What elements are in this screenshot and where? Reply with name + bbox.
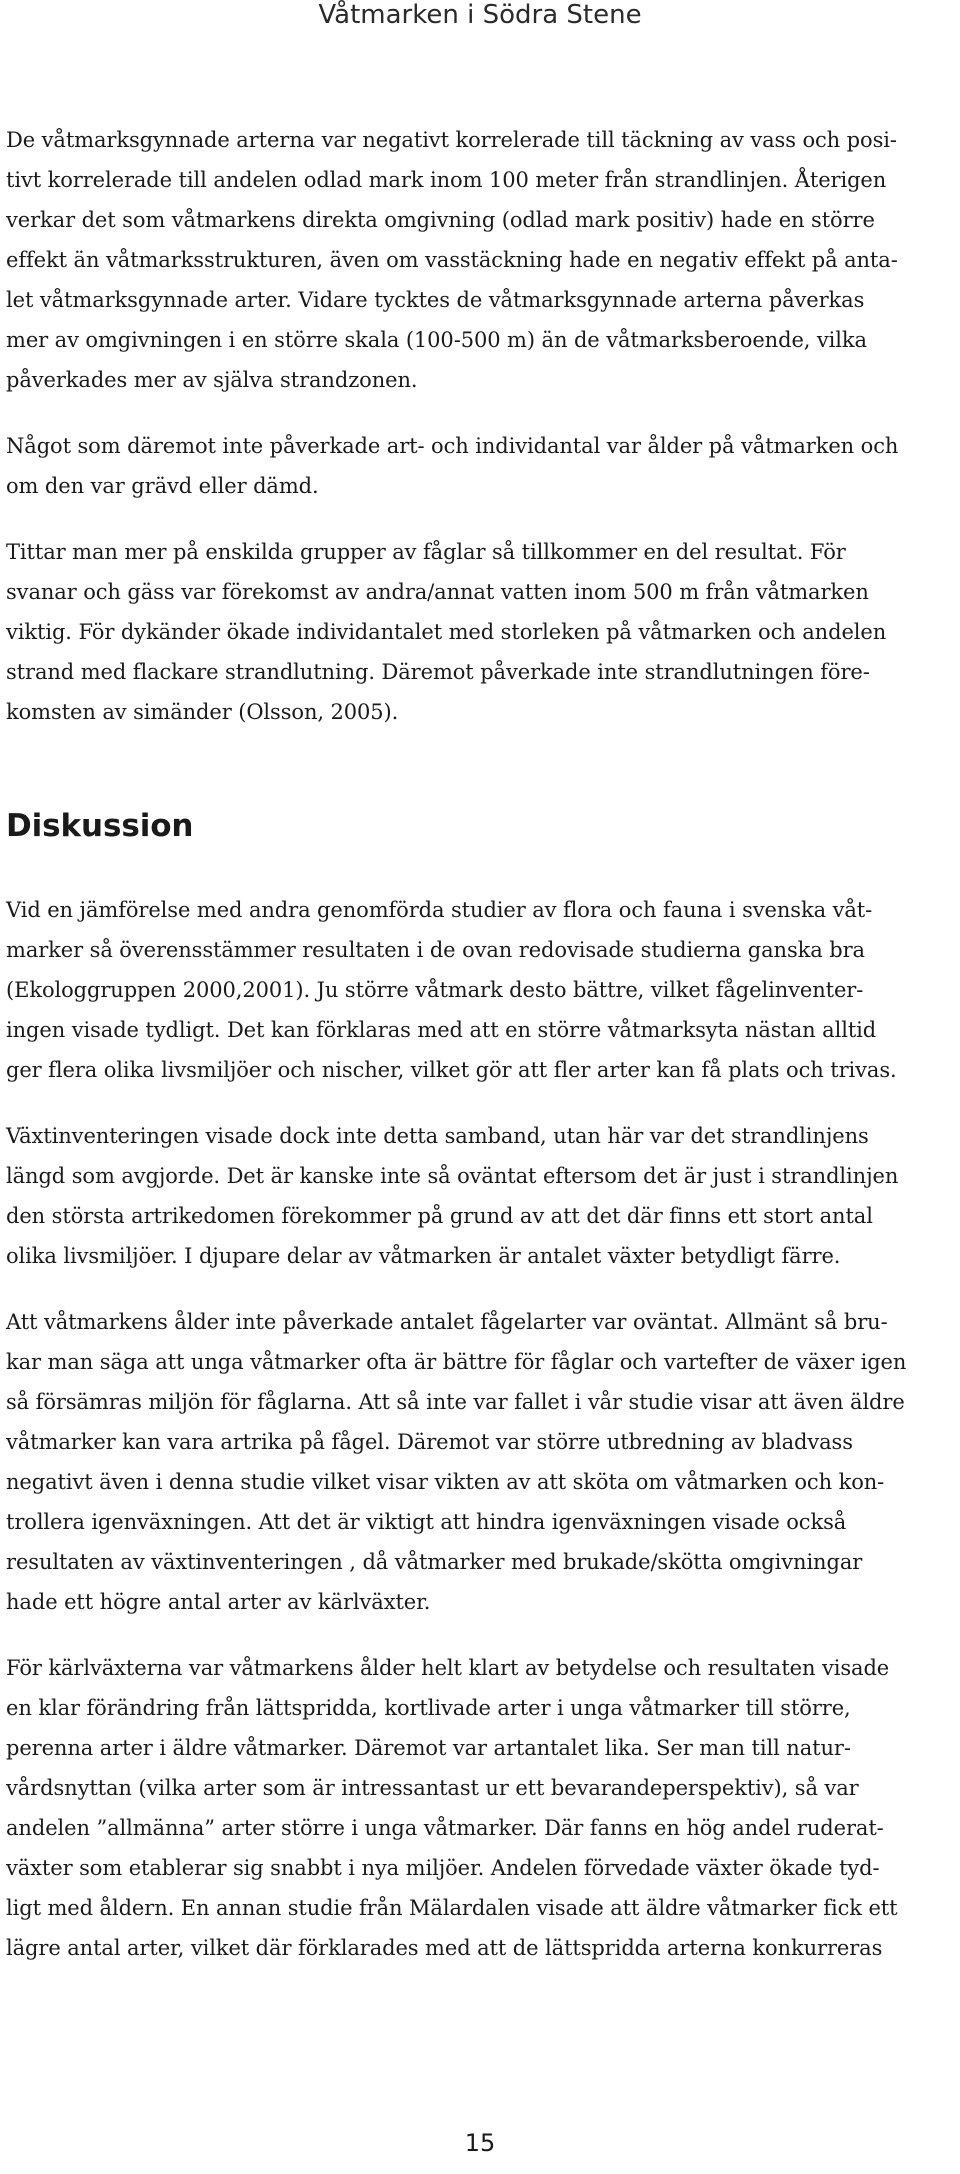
text-line: växter som etablerar sig snabbt i nya miljöer. Andelen förvedade växter ökade tyd- — [6, 1856, 880, 1880]
paragraph — [6, 890, 954, 1090]
paragraph — [6, 532, 954, 732]
text-line: våtmarker kan vara artrika på fågel. Däremot var större utbredning av bladvass — [6, 1430, 853, 1454]
text-line: tivt korrelerade till andelen odlad mark inom 100 meter från strandlinjen. Återigen — [6, 168, 887, 192]
paragraph — [6, 1648, 954, 1968]
text-line: mer av omgivningen i en större skala (100-500 m) än de våtmarksberoende, vilka — [6, 328, 867, 352]
paragraph — [6, 1302, 954, 1622]
text-line: De våtmarksgynnade arterna var negativt korrelerade till täckning av vass och posi- — [6, 128, 897, 152]
page-content — [6, 120, 954, 1994]
running-header-title: Våtmarken i Södra Stene — [318, 0, 642, 30]
intro-section — [6, 120, 954, 732]
text-line: marker så överensstämmer resultaten i de ovan redovisade studierna ganska bra — [6, 938, 865, 962]
text-line: verkar det som våtmarkens direkta omgivning (odlad mark positiv) hade en större — [6, 208, 875, 232]
text-line: den största artrikedomen förekommer på grund av att det där finns ett stort antal — [6, 1204, 873, 1228]
text-line: så försämras miljön för fåglarna. Att så inte var fallet i vår studie visar att även äldre — [6, 1390, 905, 1414]
text-line: om den var grävd eller dämd. — [6, 474, 319, 498]
text-line: Att våtmarkens ålder inte påverkade antalet fågelarter var oväntat. Allmänt så bru- — [6, 1310, 888, 1334]
text-line: Växtinventeringen visade dock inte detta samband, utan här var det strandlinjens — [6, 1124, 869, 1148]
text-line: För kärlväxterna var våtmarkens ålder helt klart av betydelse och resultaten visade — [6, 1656, 890, 1680]
text-line: längd som avgjorde. Det är kanske inte så oväntat eftersom det är just i strandlinjen — [6, 1164, 899, 1188]
text-line: let våtmarksgynnade arter. Vidare tycktes de våtmarksgynnade arterna påverkas — [6, 288, 865, 312]
text-line: perenna arter i äldre våtmarker. Däremot var artantalet lika. Ser man till natur- — [6, 1736, 851, 1760]
text-line: ingen visade tydligt. Det kan förklaras med att en större våtmarksyta nästan alltid — [6, 1018, 877, 1042]
text-line: kar man säga att unga våtmarker ofta är bättre för fåglar och vartefter de växer igen — [6, 1350, 907, 1374]
discussion-section — [6, 890, 954, 1968]
running-header — [0, 0, 960, 30]
text-line: negativt även i denna studie vilket visar vikten av att sköta om våtmarken och kon- — [6, 1470, 885, 1494]
text-line: Något som däremot inte påverkade art- och individantal var ålder på våtmarken och — [6, 434, 899, 458]
text-line: hade ett högre antal arter av kärlväxter. — [6, 1590, 431, 1614]
text-line: Vid en jämförelse med andra genomförda studier av flora och fauna i svenska våt- — [6, 898, 873, 922]
text-line: komsten av simänder (Olsson, 2005). — [6, 700, 399, 724]
text-line: viktig. För dykänder ökade individantalet med storleken på våtmarken och andelen — [6, 620, 887, 644]
text-line: olika livsmiljöer. I djupare delar av våtmarken är antalet växter betydligt färre. — [6, 1244, 841, 1268]
paragraph — [6, 1116, 954, 1276]
page-number: 15 — [464, 2129, 496, 2157]
text-line: lägre antal arter, vilket där förklarades med att de lättspridda arterna konkurreras — [6, 1936, 883, 1960]
text-line: en klar förändring från lättspridda, kortlivade arter i unga våtmarker till större, — [6, 1696, 851, 1720]
paragraph — [6, 120, 954, 400]
text-line: ger flera olika livsmiljöer och nischer, vilket gör att fler arter kan få plats och trivas. — [6, 1058, 897, 1082]
text-line: resultaten av växtinventeringen , då våtmarker med brukade/skötta omgivningar — [6, 1550, 863, 1574]
text-line: ligt med åldern. En annan studie från Mälardalen visade att äldre våtmarker fick ett — [6, 1896, 898, 1920]
text-line: svanar och gäss var förekomst av andra/annat vatten inom 500 m från våtmarken — [6, 580, 869, 604]
text-line: (Ekologgruppen 2000,2001). Ju större våtmark desto bättre, vilket fågelinventer- — [6, 978, 864, 1002]
text-line: effekt än våtmarksstrukturen, även om vasstäckning hade en negativ effekt på anta- — [6, 248, 898, 272]
text-line: strand med flackare strandlutning. Däremot påverkade inte strandlutningen före- — [6, 660, 870, 684]
text-line: trollera igenväxningen. Att det är viktigt att hindra igenväxningen visade också — [6, 1510, 847, 1534]
text-line: vårdsnyttan (vilka arter som är intressantast ur ett bevarandeperspektiv), så var — [6, 1776, 859, 1800]
text-line: andelen ”allmänna” arter större i unga våtmarker. Där fanns en hög andel ruderat- — [6, 1816, 884, 1840]
text-line: Tittar man mer på enskilda grupper av fåglar så tillkommer en del resultat. För — [6, 540, 846, 564]
section-heading: Diskussion — [6, 808, 194, 844]
paragraph — [6, 426, 954, 506]
text-line: påverkades mer av själva strandzonen. — [6, 368, 418, 392]
